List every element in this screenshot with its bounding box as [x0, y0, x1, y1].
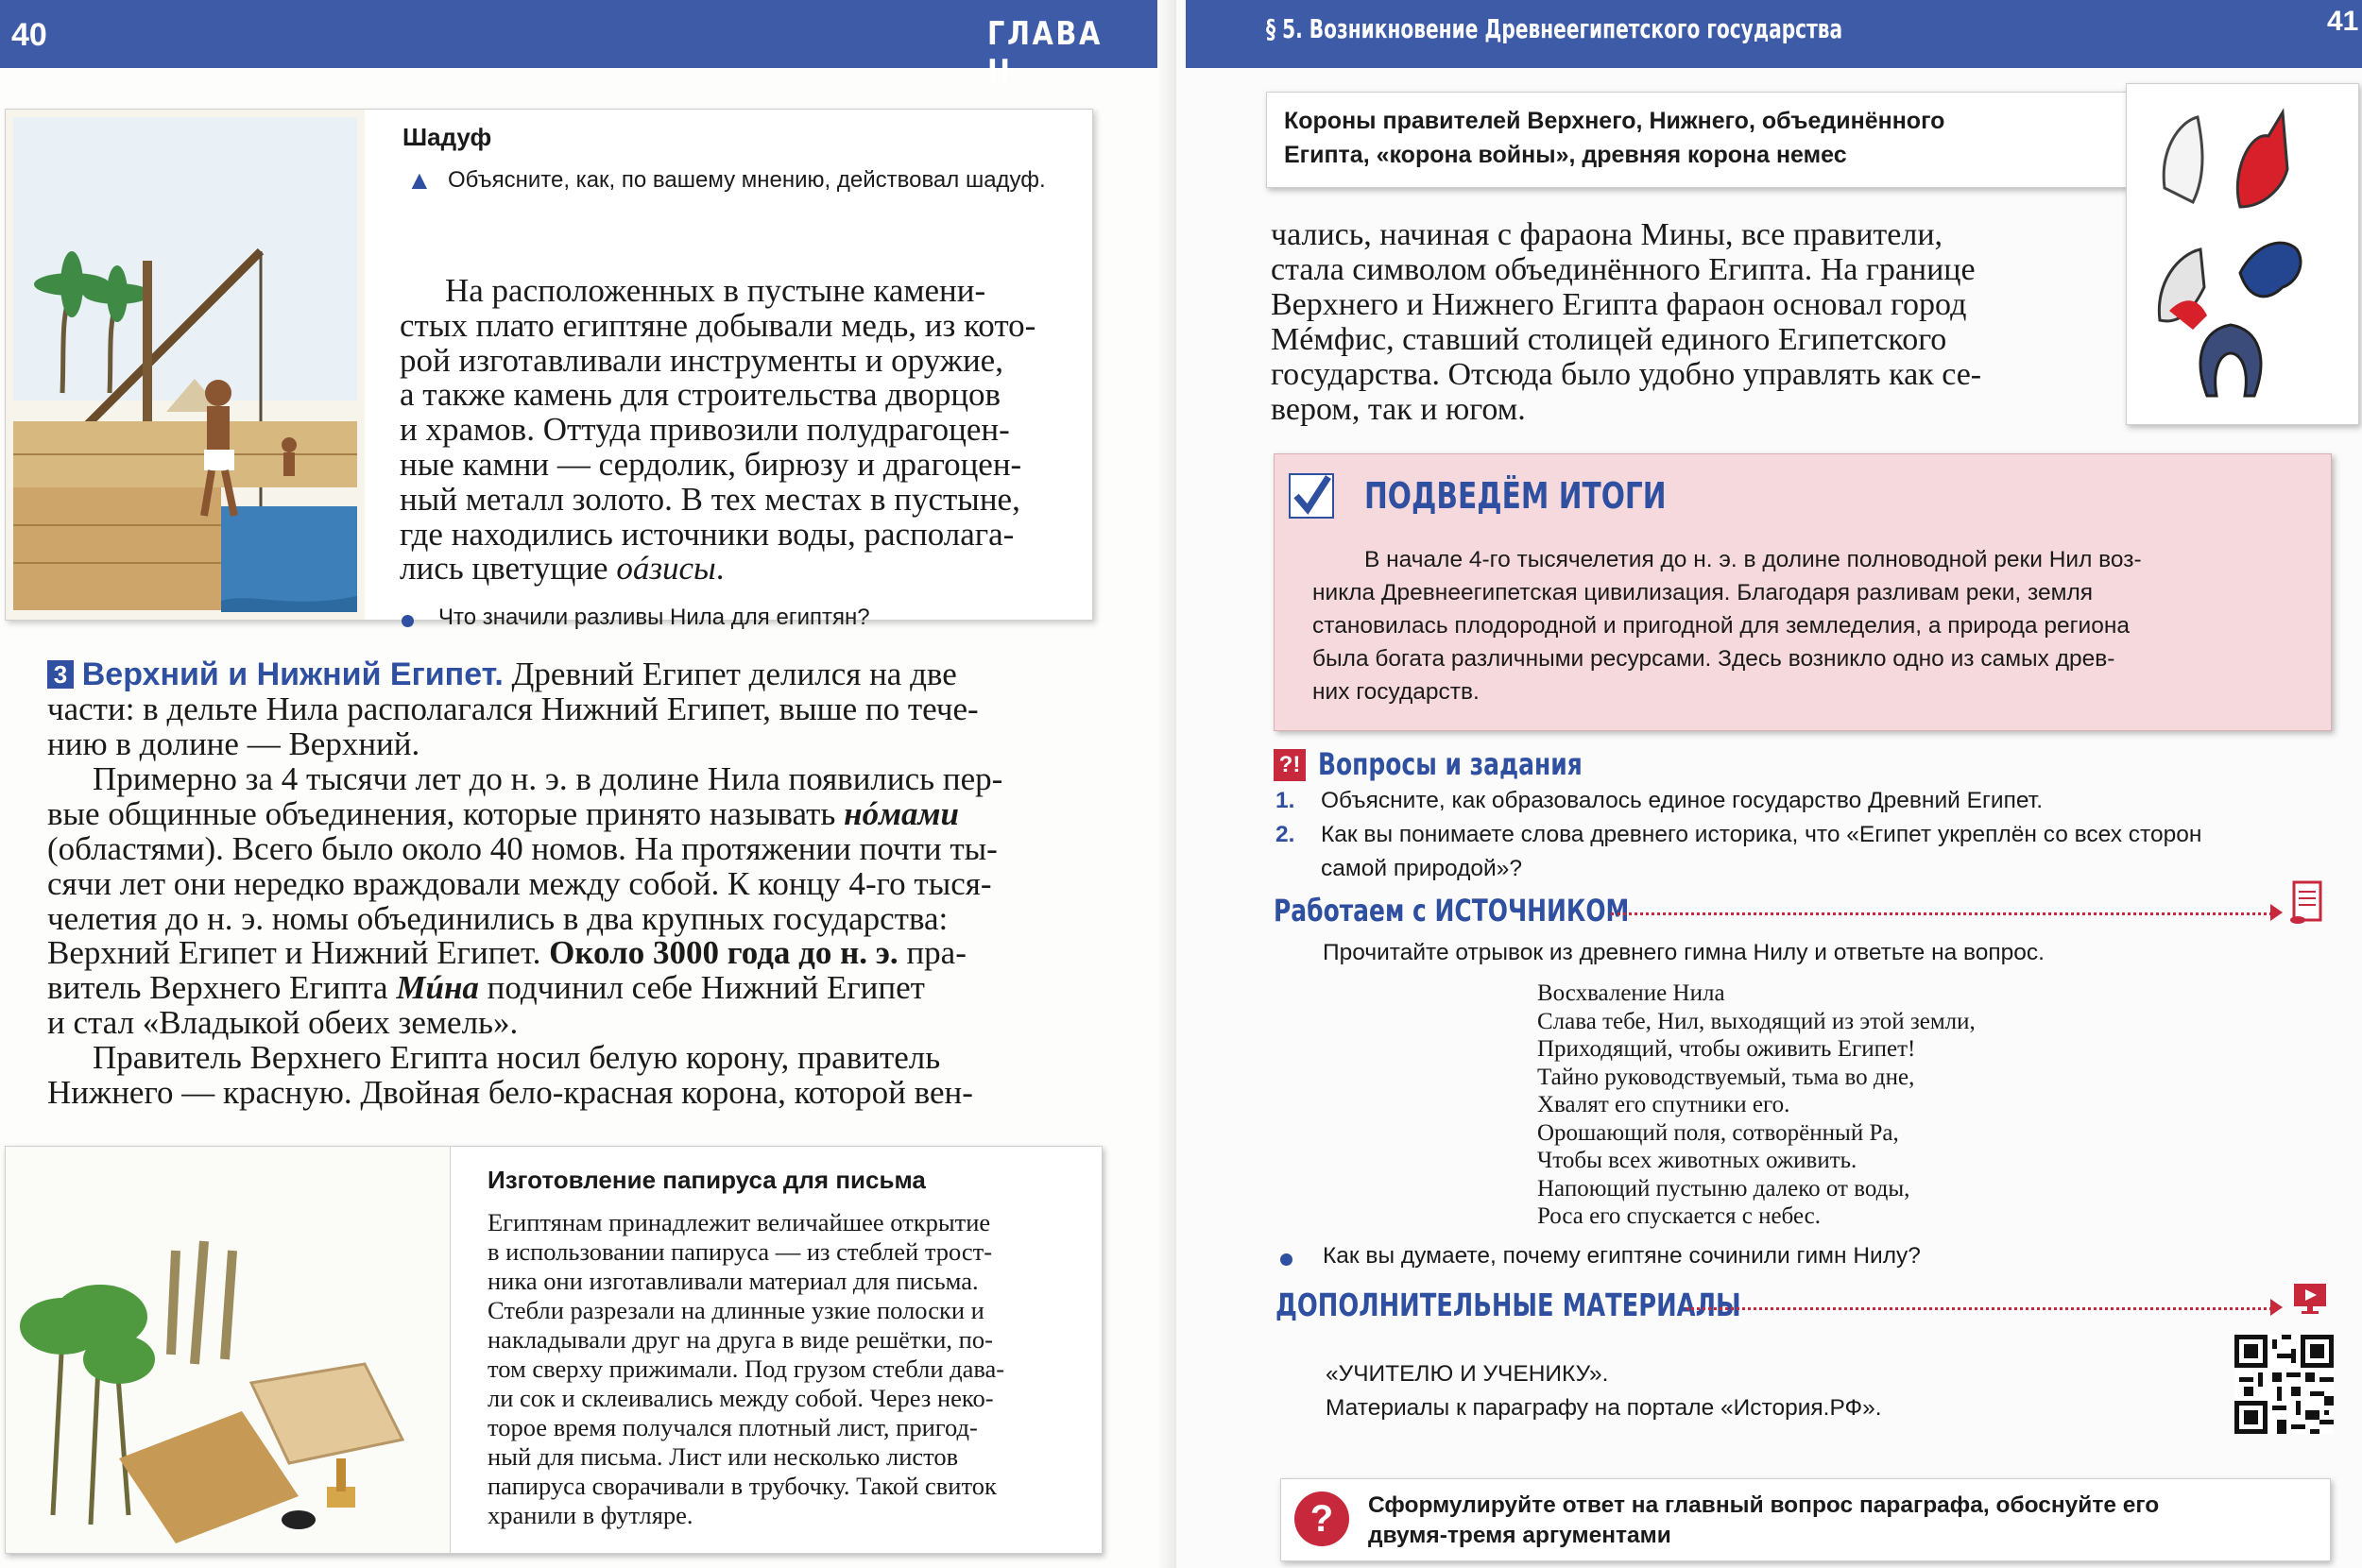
right-page-number: 41: [2327, 6, 2359, 37]
source-arrow-icon: [2270, 904, 2283, 921]
left-page: [0, 0, 1176, 1568]
question-circle-icon: ?: [1294, 1491, 1349, 1546]
continuation-paragraph: чались, начиная с фараона Мины, все правители, стала символом объединённого Египта. На границе Верхнего и Нижнего Египта фараон основал город Мéмфис, ставший столицей единого Египетского государства. Отсюда было удобно управлять как се- вером, так и югом.: [1271, 217, 1982, 427]
source-heading: Работаем с ИСТОЧНИКОМ: [1274, 893, 1630, 929]
question-nile: Что значили разливы Нила для египтян?: [402, 605, 870, 631]
final-question-box: [1280, 1478, 2331, 1561]
source-instruction: Прочитайте отрывок из древнего гимна Нилу и ответьте на вопрос.: [1323, 940, 2045, 965]
oasis-paragraph: На расположенных в пустыне камени- стых плато египтяне добывали медь, из кото- рой изготавливали инструменты и оружие, а также камень для строительства дворцов и храмов. Оттуда привозили полудрагоцен- ные камни — сердолик, бирюзу и драгоцен- ный металл золото. В тех местах в пустыне, где находились источники воды, располага- лись цветущие оáзисы.: [400, 272, 1036, 588]
questions-icon: ?!: [1274, 749, 1306, 781]
final-question-line1: Сформулируйте ответ на главный вопрос параграфа, обоснуйте его: [1368, 1492, 2160, 1518]
source-dotted-line: [1611, 912, 2272, 915]
crowns-caption-line1: Короны правителей Верхнего, Нижнего, объединённого: [1284, 108, 1945, 134]
date-3000bc: Около 3000 года до н. э.: [549, 934, 899, 972]
summary-heading: ПОДВЕДЁМ ИТОГИ: [1364, 475, 1667, 517]
papyrus-text-block: Изготовление папируса для письма Египтянам принадлежит величайшее открытие в использовании папируса — из стеблей трост- ника они изготавливали материал для письма. Стебли разрезали на длинные узкие полоски и накладывали друг на друга в виде решётки, по- том сверху прижимали. Под грузом стебли дава- ли сок и склеивались между собой. Через неко- торое время получался плотный лист, пригод- ный для письма. Лист или несколько листов папируса сворачивали в трубочку. Такой свиток хранили в футляре.: [488, 1166, 1087, 1530]
papyrus-title: Изготовление папируса для письма: [488, 1166, 926, 1194]
extra-line1: «УЧИТЕЛЮ И УЧЕНИКУ».: [1326, 1361, 1609, 1387]
question-item: 1. Объясните, как образовалось единое государство Древний Египет.: [1275, 788, 2043, 813]
crowns-caption-line2: Египта, «корона войны», древняя корона немес: [1284, 142, 1847, 168]
crowns-illustration: [2126, 83, 2359, 425]
section-upper-lower-egypt: 3 Верхний и Нижний Египет. Древний Египет делился на две части: в дельте Нила располагался Нижний Египет, выше по тече- нию в долине — Верхний. Примерно за 4 тысячи лет до н. э. в долине Нила появились пер- вые общинные объединения, которые принято называть нóмами (областями). Всего было около 40 номов. На протяжении почти ты- сячи лет они нередко враждовали между собой. К концу 4-го тыся- челетия до н. э. номы объединились в два крупных государства: Верхний Египет и Нижний Египет. Около 3000 года до н. э. пра- витель Верхнего Египта Мúна подчинил себе Нижний Египет и стал «Владыкой обеих земель». Правитель Верхнего Египта носил белую корону, правитель Нижнего — красную. Двойная бело-красная корона, которой вен-: [47, 656, 1003, 1111]
question-item: самой природой»?: [1321, 856, 1522, 881]
right-header-band: [1186, 0, 2362, 68]
hymn-question: Как вы думаете, почему египтяне сочинили гимн Нилу?: [1280, 1243, 1921, 1270]
paragraph-title: § 5. Возникновение Древнеегипетского государства: [1266, 13, 1843, 44]
oasis-term: оáзисы: [616, 550, 716, 588]
section-number-badge: 3: [47, 660, 74, 689]
shaduf-title: Шадуф: [402, 123, 492, 151]
nomes-term: нóмами: [844, 795, 959, 833]
papyrus-illustration: [6, 1147, 451, 1553]
papyrus-info-box: [5, 1146, 1103, 1554]
shaduf-task: Объясните, как, по вашему мнению, действовал шадуф.: [448, 167, 1046, 193]
final-question-line2: двумя-тремя аргументами: [1368, 1523, 1671, 1548]
questions-heading: Вопросы и задания: [1318, 746, 1583, 782]
crowns-caption-box: [1266, 92, 2128, 188]
question-item: 2. Как вы понимаете слова древнего историка, что «Египет укреплён со всех сторон: [1275, 822, 2202, 847]
extra-arrow-icon: [2270, 1299, 2283, 1316]
shaduf-caption: [365, 110, 1092, 242]
monitor-icon[interactable]: [2291, 1280, 2329, 1318]
mina-name: Мúна: [396, 969, 479, 1007]
extra-materials-text: [1326, 1357, 1882, 1425]
extra-materials-heading: ДОПОЛНИТЕЛЬНЫЕ МАТЕРИАЛЫ: [1275, 1287, 1741, 1323]
shaduf-illustration: [6, 110, 365, 620]
summary-box: ПОДВЕДЁМ ИТОГИ В начале 4-го тысячелетия до н. э. в долине полноводной реки Нил воз- никла Древнеегипетская цивилизация. Благодаря разливам реки, земля становилась плодородной и пригодной для земледелия, а природа региона была богата различными ресурсами. Здесь возникло одно из самых древ- них государств.: [1274, 453, 2332, 731]
circle-bullet-icon: [1280, 1253, 1292, 1266]
extra-dotted-line: [1686, 1307, 2272, 1310]
left-page-number: 40: [11, 17, 47, 53]
nile-hymn-poem: Восхваление Нила Слава тебе, Нил, выходящий из этой земли, Приходящий, чтобы оживить Египет! Тайно руководствуемый, тьма во дне, Хвалят его спутники его. Орошающий поля, сотворённый Ра, Чтобы всех животных оживить. Напоющий пустыню далеко от воды, Роса его спускается с небес.: [1537, 980, 1976, 1229]
checkmark-icon: [1289, 473, 1334, 519]
triangle-bullet-icon: ▲: [406, 166, 433, 196]
questions-list: [1275, 784, 2201, 886]
section-heading: Верхний и Нижний Египет.: [81, 656, 504, 692]
qr-code-icon[interactable]: [2234, 1335, 2334, 1434]
extra-line2[interactable]: Материалы к параграфу на портале «История.РФ».: [1326, 1395, 1882, 1421]
left-header-band: [0, 0, 1162, 91]
circle-bullet-icon: [402, 615, 414, 627]
scroll-document-icon[interactable]: [2288, 878, 2326, 926]
chapter-label: ГЛАВА II: [987, 15, 1103, 91]
